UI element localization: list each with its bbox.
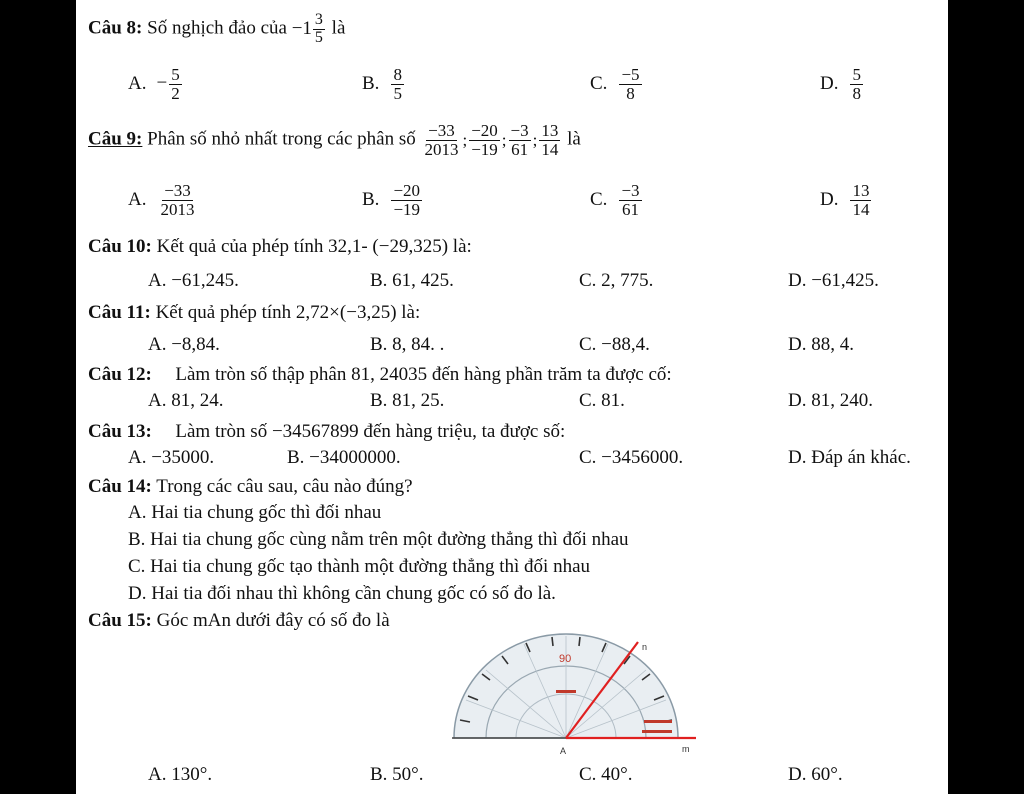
option-letter: B. [362,188,380,210]
numerator: −20 [471,121,498,140]
question-text: Góc mAn dưới đây có số đo là [156,610,390,631]
protractor-center-mark: 90 [559,653,572,665]
option-d[interactable] [820,66,865,103]
option-b[interactable] [362,66,406,103]
option-d[interactable]: D. 81, 240. [788,390,873,411]
fraction [391,66,404,103]
option-c[interactable] [590,182,644,219]
option-a[interactable]: A. −8,84. [148,334,220,355]
option-letter: C. [590,72,608,94]
option-a[interactable]: A. −61,245. [148,270,239,291]
question-label: Câu 10: [88,236,152,257]
fraction [619,66,641,103]
fraction [422,122,460,159]
numerator: 13 [541,121,559,140]
option-d[interactable]: D. 60°. [788,764,843,785]
denominator: −19 [393,199,421,219]
option-b[interactable] [362,182,424,219]
option-c[interactable]: C. −88,4. [579,334,650,355]
question-label: Câu 13: [88,421,152,442]
option-letter: D. [820,72,839,94]
numerator: −33 [428,121,455,140]
question-8 [88,12,345,47]
denominator: −19 [471,139,498,159]
fraction [469,122,500,159]
option-b[interactable]: B. 50°. [370,764,424,785]
denominator: 2013 [424,139,459,159]
question-text: Làm tròn số thập phân 81, 24035 đến hàng phần trăm ta được cố: [175,364,672,385]
question-label: Câu 11: [88,302,151,323]
point-a-label: A [560,746,567,756]
numerator: −5 [621,65,640,84]
question-text: Phân số nhỏ nhất trong các phân số [147,128,416,150]
option-a[interactable] [128,66,184,103]
option-d[interactable]: D. −61,425. [788,270,879,291]
numerator: 5 [171,65,180,84]
numerator: −33 [164,181,191,200]
mixed-whole: −1 [291,18,312,40]
denominator: 5 [314,28,323,46]
option-letter: C. [590,188,608,210]
fraction [391,182,422,219]
fraction [850,66,863,103]
question-14 [88,476,413,498]
question-suffix: là [331,17,346,39]
point-m-label: m [682,744,690,754]
option-a[interactable] [128,182,198,219]
mixed-number [292,12,327,47]
fraction [158,182,196,219]
option-letter: A. [128,72,147,94]
option-c[interactable]: C. 40°. [579,764,633,785]
option-b[interactable]: B. Hai tia chung gốc cùng nằm trên một đường thẳng thì đối nhau [128,529,629,550]
question-11 [88,302,420,324]
numerator: −20 [393,181,421,200]
denominator: 14 [541,139,559,159]
question-label: Câu 14: [88,476,152,497]
denominator: 2 [171,83,180,103]
option-letter: A. [128,188,147,210]
question-label: Câu 9: [88,128,143,150]
numerator: 13 [852,181,870,200]
numerator: −3 [510,121,529,140]
fraction [509,122,531,159]
option-c[interactable]: C. Hai tia chung gốc tạo thành một đường thẳng thì đối nhau [128,556,591,577]
question-15 [88,610,390,632]
question-label: Câu 15: [88,610,152,631]
question-suffix: là [567,128,581,150]
question-text: Kết quả của phép tính 32,1- (−29,325) là: [156,236,472,257]
option-a[interactable]: A. −35000. [128,447,215,468]
fraction [850,182,871,219]
denominator: 61 [511,139,529,159]
question-10 [88,236,472,258]
option-c[interactable]: C. 81. [579,390,625,411]
option-letter: B. [362,72,380,94]
question-12 [88,364,672,386]
option-b[interactable]: B. 8, 84. . [370,334,445,355]
option-d[interactable] [820,182,873,219]
option-b[interactable]: B. 61, 425. [370,270,454,291]
numerator: 3 [314,11,323,28]
question-text: Làm tròn số −34567899 đến hàng triệu, ta được số: [175,421,566,442]
question-9: Câu 9: Phân số nhỏ nhất trong các phân số $\frac{-33}{2013}$ ; $\frac{-20}{-19}$ ; $\frac{-3}{61}$ ; $\frac{13}{14}$ là [88,121,581,159]
fraction [169,66,182,103]
numerator: 5 [852,65,861,84]
fraction [619,182,641,219]
option-d[interactable]: D. Đáp án khác. [788,447,911,468]
option-d[interactable]: D. Hai tia đối nhau thì không cần chung gốc có số đo là. [128,583,556,604]
denominator: 14 [852,199,870,219]
question-text: Số nghịch đảo của [147,17,287,39]
point-n-label: n [642,642,648,652]
denominator: 61 [621,199,639,219]
fraction [539,122,560,159]
denominator: 5 [393,83,402,103]
denominator: 8 [626,83,635,103]
option-c[interactable]: C. 2, 775. [579,270,654,291]
option-c[interactable]: C. −3456000. [579,447,684,468]
option-a[interactable]: A. Hai tia chung gốc thì đối nhau [128,502,382,523]
worksheet-page [76,0,948,794]
protractor-figure [446,630,696,760]
option-d[interactable]: D. 88, 4. [788,334,854,355]
denominator: 8 [852,83,861,103]
option-c[interactable] [590,66,644,103]
question-13 [88,421,565,443]
option-sign: − [156,72,168,94]
question-label: Câu 8: [88,17,143,39]
option-b[interactable]: B. −34000000. [287,447,401,468]
numerator: 8 [393,65,402,84]
fraction [313,12,325,47]
option-a[interactable]: A. 130°. [148,764,213,785]
option-b[interactable]: B. 81, 25. [370,390,445,411]
option-a[interactable]: A. 81, 24. [148,390,224,411]
numerator: −3 [621,181,640,200]
question-text: Kết quả phép tính 2,72×(−3,25) là: [155,302,421,323]
question-text: Trong các câu sau, câu nào đúng? [156,476,413,497]
question-label: Câu 12: [88,364,152,385]
denominator: 2013 [160,199,195,219]
option-letter: D. [820,188,839,210]
